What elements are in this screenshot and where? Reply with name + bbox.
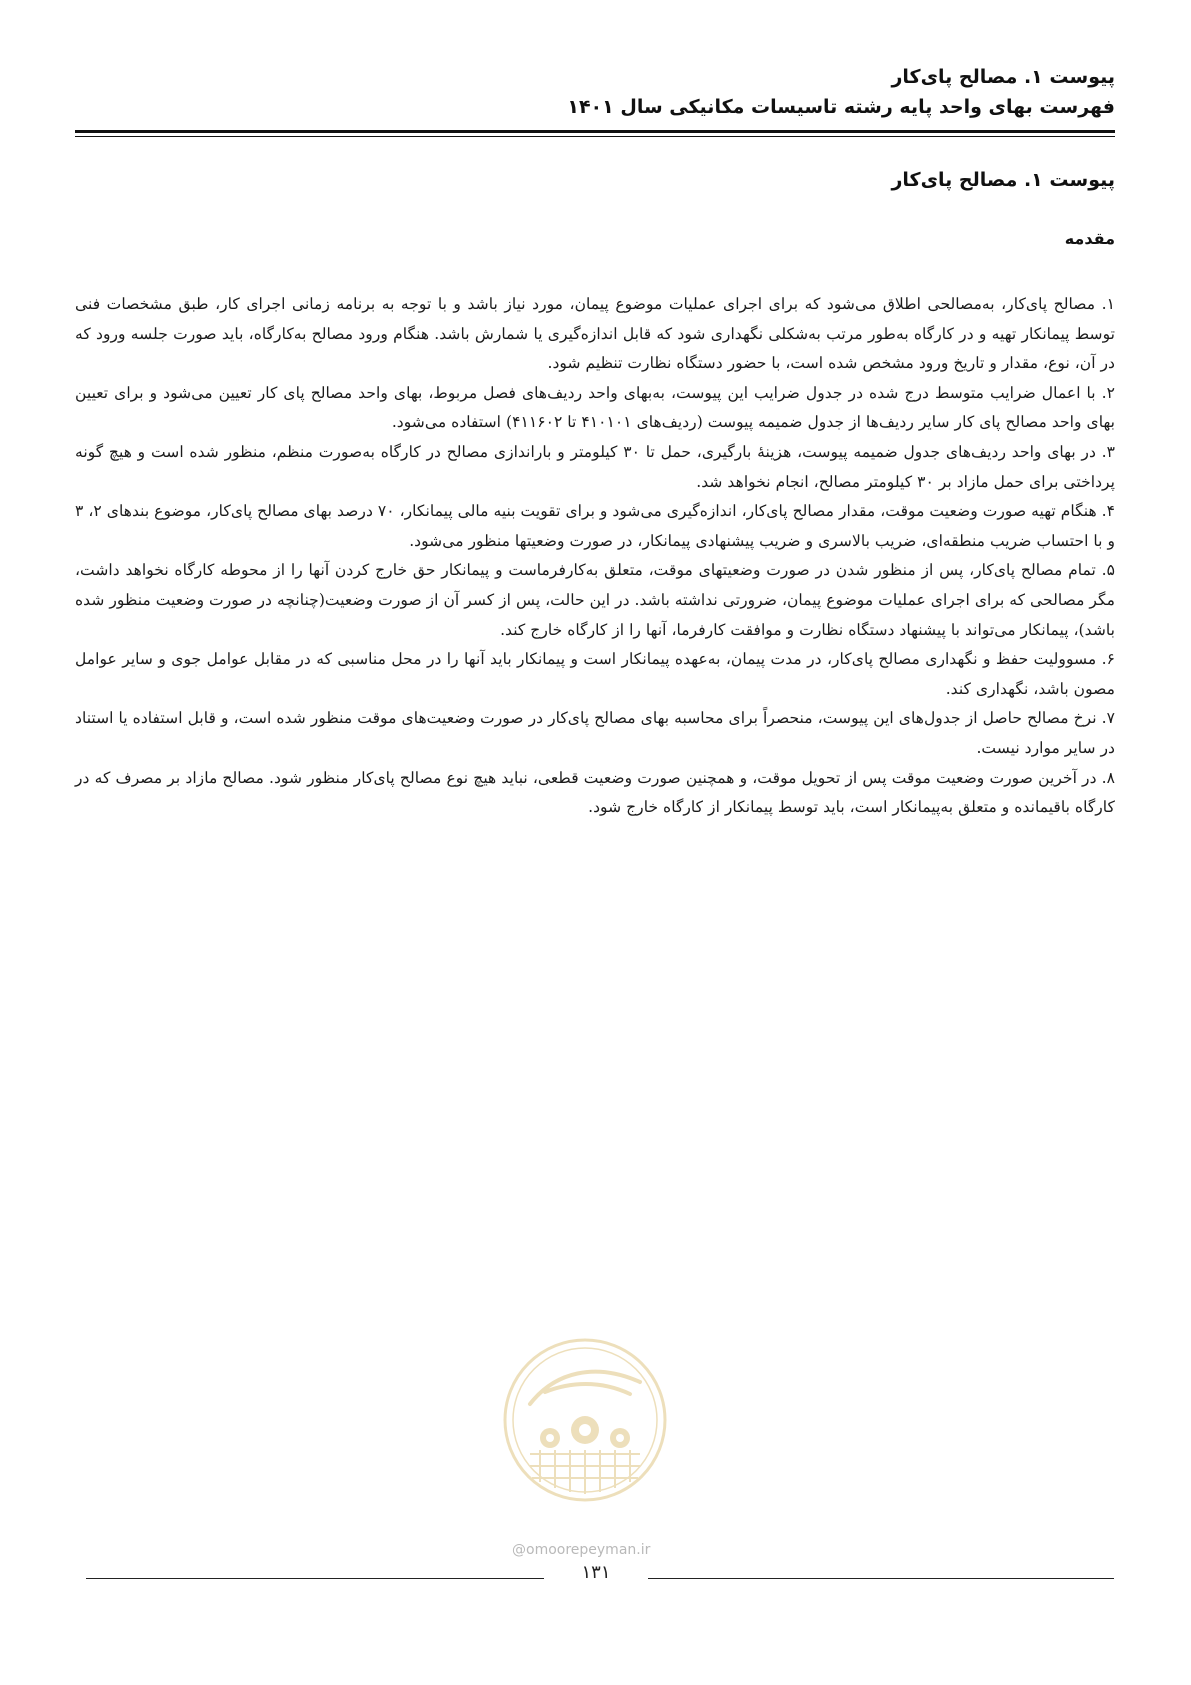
running-header-appendix-title: پیوست ۱. مصالح پای‌کار [891, 66, 1115, 88]
intro-heading: مقدمه [1064, 229, 1115, 248]
paragraph-3: ۳. در بهای واحد ردیف‌های جدول ضمیمه پیوست، هزینهٔ بارگیری، حمل تا ۳۰ کیلومتر و باراندازی مصالح در کارگاه به‌صورت منظم، منظور شده است و هیچ گونه پرداختی برای حمل مازاد بر ۳۰ کیلومتر مصالح، انجام نخواهد شد. [75, 442, 1115, 491]
paragraph-8: ۸. در آخرین صورت وضعیت موقت پس از تحویل موقت، و همچنین صورت وضعیت قطعی، نباید هیچ نوع مصالح پای‌کار منظور شود. مصالح مازاد بر مصرف که در کارگاه باقیمانده و متعلق به‌پیمانکار است، باید توسط پیمانکار از کارگاه خارج شود. [75, 768, 1115, 817]
section-title: پیوست ۱. مصالح پای‌کار [891, 169, 1115, 191]
body-text [75, 290, 1115, 823]
paragraph-2: ۲. با اعمال ضرایب متوسط درج شده در جدول ضرایب این پیوست، به‌بهای واحد ردیف‌های فصل مربوط، بهای واحد مصالح پای کار تعیین می‌شود و برای تعیین بهای واحد مصالح پای کار سایر ردیف‌ها از جدول ضمیمه پیوست (ردیف‌های ۴۱۰۱۰۱ تا ۴۱۱۶۰۲) استفاده می‌شود. [75, 383, 1115, 432]
paragraph-7: ۷. نرخ مصالح حاصل از جدول‌های این پیوست، منحصراً برای محاسبه بهای مصالح پای‌کار در صورت وضعیت‌های موقت منظور شده است، و قابل استفاده یا استناد در سایر موارد نیست. [75, 709, 1115, 757]
paragraph-1: ۱. مصالح پای‌کار، به‌مصالحی اطلاق می‌شود که برای اجرای عملیات موضوع پیمان، مورد نیاز باشد و با توجه به برنامه زمانی اجرای کار، طبق مشخصات فنی توسط پیمانکار تهیه و در کارگاه به‌طور مرتب به‌شکلی نگهداری شود که قابل اندازه‌گیری یا شمارش باشد. هنگام ورود مصالح به‌کارگاه، باید صورت جلسه ورود که در آن، نوع، مقدار و تاریخ ورود مشخص شده است، با حضور دستگاه نظارت تنظیم شود. [75, 295, 1115, 373]
running-header-document-title: فهرست بهای واحد پایه رشته تاسیسات مکانیکی سال ۱۴۰۱ [567, 96, 1115, 118]
watermark-url: @omoorepeyman.ir [512, 1542, 651, 1558]
footer-rule-right [648, 1578, 1114, 1579]
footer-rule-left [86, 1578, 544, 1579]
watermark-logo [500, 1332, 670, 1508]
header-rule-thick [75, 130, 1115, 133]
page-number: ۱۳۱ [581, 1562, 611, 1583]
running-header [75, 62, 1115, 122]
paragraph-4: ۴. هنگام تهیه صورت وضعیت موقت، مقدار مصالح پای‌کار، اندازه‌گیری می‌شود و برای تقویت بنیه مالی پیمانکار، ۷۰ درصد بهای مصالح پای‌کار، موضوع بندهای ۲، ۳ و با احتساب ضریب منطقه‌ای، ضریب بالاسری و ضریب پیشنهادی پیمانکار، در صورت وضعیتها منظور می‌شود. [75, 502, 1115, 550]
paragraph-5: ۵. تمام مصالح پای‌کار، پس از منظور شدن در صورت وضعیتهای موقت، متعلق به‌کارفرماست و پیمانکار حق خارج کردن آنها را از محوطه کارگاه نخواهد داشت، مگر مصالحی که برای اجرای عملیات موضوع پیمان، ضرورتی نداشته باشد. در این حالت، پس از کسر آن از صورت وضعیت(چنانچه در صورت وضعیت منظور شده باشد)، پیمانکار می‌تواند با پیشنهاد دستگاه نظارت و موافقت کارفرما، آنها را از کارگاه خارج کند. [75, 561, 1115, 639]
paragraph-6: ۶. مسوولیت حفظ و نگهداری مصالح پای‌کار، در مدت پیمان، به‌عهده پیمانکار است و پیمانکار باید آنها را در محل مناسبی که در مقابل عوامل جوی و سایر عوامل مصون باشد، نگهداری کند. [75, 650, 1115, 698]
header-rule-thin [75, 136, 1115, 137]
